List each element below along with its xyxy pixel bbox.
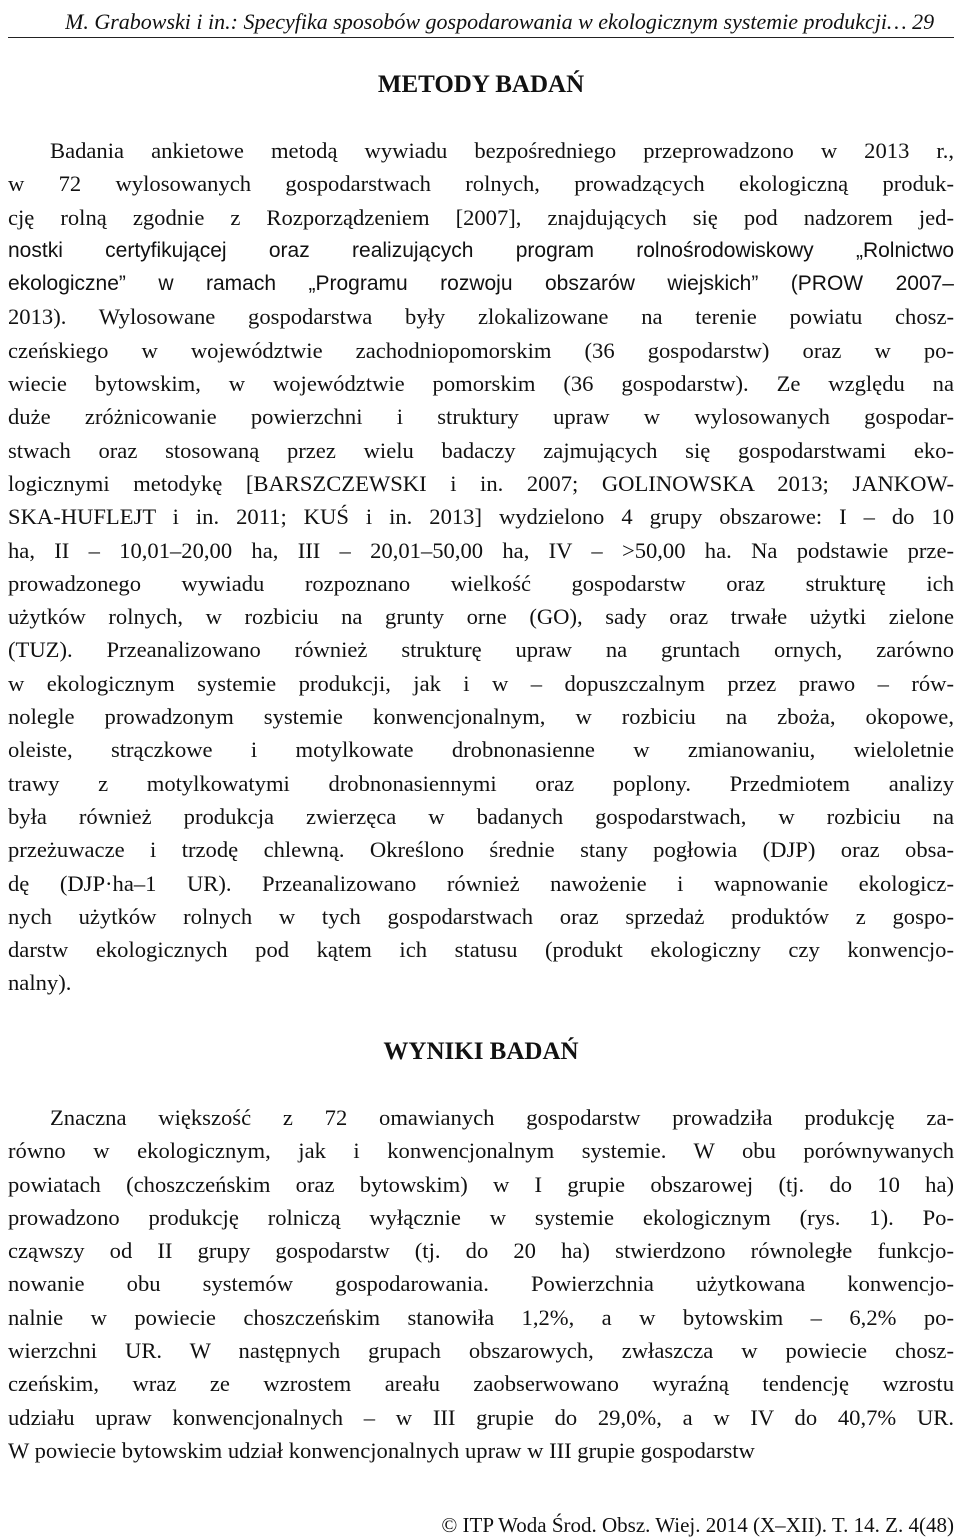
text-line: Znaczna większość z 72 omawianych gospodarstw prowadziła produkcję za- — [50, 1105, 954, 1130]
text-line: (TUZ). Przeanalizowano również strukturę upraw na gruntach ornych, zarówno — [8, 637, 954, 663]
journal-page — [8, 0, 954, 1539]
text-line: była również produkcja zwierzęca w badanych gospodarstwach, w rozbiciu na — [8, 803, 954, 829]
text-line: cję rolną zgodnie z Rozporządzeniem [2007], znajdujących się pod nadzorem jed- — [8, 204, 954, 230]
text-line: W powiecie bytowskim udział konwencjonalnych upraw w III grupie gospodarstw — [8, 1437, 755, 1463]
journal-citation-footer: © ITP Woda Środ. Obsz. Wiej. 2014 (X–XII). T. 14. Z. 4(48) — [441, 1513, 954, 1537]
methods-heading: METODY BADAŃ — [377, 71, 585, 98]
text-line: SKA-HUFLEJT i in. 2011; KUŚ i in. 2013] wydzielono 4 grupy obszarowe: I – do 10 — [8, 504, 954, 530]
text-line: nalny). — [8, 970, 72, 996]
text-line: darstw ekologicznych pod kątem ich statusu (produkt ekologiczny czy konwencjo- — [8, 937, 954, 963]
text-line: udziału upraw konwencjonalnych – w III grupie do 29,0%, a w IV do 40,7% UR. — [8, 1404, 954, 1430]
text-line: logicznymi metodykę [BARSZCZEWSKI i in. 2007; GOLINOWSKA 2013; JANKOW- — [8, 470, 954, 496]
results-heading: WYNIKI BADAŃ — [383, 1038, 579, 1065]
text-line: stwach oraz stosowaną przez wielu badaczy zajmujących się gospodarstwami eko- — [8, 437, 954, 463]
text-line: nalnie w powiecie choszczeńskim stanowiła 1,2%, a w bytowskim – 6,2% po- — [8, 1304, 954, 1330]
text-line: użytków rolnych, w rozbiciu na grunty orne (GO), sady oraz trwałe użytki zielone — [8, 604, 954, 630]
text-line: ekologiczne” w ramach „Programu rozwoju obszarów wiejskich” (PROW 2007– — [8, 272, 954, 296]
text-line: trawy z motylkowatymi drobnonasiennymi oraz poplony. Przedmiotem analizy — [8, 770, 954, 796]
text-line: w ekologicznym systemie produkcji, jak i w – dopuszczalnym przez prawo – rów- — [8, 670, 954, 696]
text-line: nych użytków rolnych w tych gospodarstwach oraz sprzedaż produktów z gospo- — [8, 903, 954, 929]
methods-paragraph — [8, 134, 954, 1000]
header-rule — [8, 37, 954, 38]
running-header: M. Grabowski i in.: Specyfika sposobów gospodarowania w ekologicznym systemie produkcji… 29 — [65, 9, 935, 34]
text-line: oleiste, strączkowe i motylkowate drobnonasienne w zmianowaniu, wieloletnie — [8, 737, 954, 763]
text-line: wierzchni UR. W następnych grupach obszarowych, zwłaszcza w powiecie chosz- — [8, 1338, 954, 1364]
text-line: dę (DJP·ha–1 UR). Przeanalizowano również nawożenie i wapnowanie ekologicz- — [8, 870, 954, 896]
text-line: czeńskim, wraz ze wzrostem areału zaobserwowano wyraźną tendencję wzrostu — [8, 1371, 954, 1397]
text-line: duże zróżnicowanie powierzchni i struktury upraw w wylosowanych gospodar- — [8, 404, 954, 430]
text-line: cząwszy od II grupy gospodarstw (tj. do 20 ha) stwierdzono równoległe funkcjo- — [8, 1238, 954, 1264]
text-line: przeżuwacze i trzodę chlewną. Określono średnie stany pogłowia (DJP) oraz obsa- — [8, 837, 954, 863]
text-line: nostki certyfikującej oraz realizujących program rolnośrodowiskowy „Rolnictwo — [8, 238, 954, 262]
text-line: wiecie bytowskim, w województwie pomorskim (36 gospodarstw). Ze względu na — [8, 371, 954, 397]
text-line: nolegle prowadzonym systemie konwencjonalnym, w rozbiciu na zboża, okopowe, — [8, 704, 954, 730]
text-line: Badania ankietowe metodą wywiadu bezpośredniego przeprowadzono w 2013 r., — [50, 138, 954, 163]
results-paragraph — [8, 1101, 954, 1467]
text-line: w 72 wylosowanych gospodarstwach rolnych, prowadzących ekologiczną produk- — [8, 171, 954, 197]
text-line: czeńskiego w województwie zachodniopomorskim (36 gospodarstw) oraz w po- — [8, 337, 954, 363]
text-line: nowanie obu systemów gospodarowania. Powierzchnia użytkowana konwencjo- — [8, 1271, 954, 1297]
text-line: prowadzonego wywiadu rozpoznano wielkość gospodarstw oraz strukturę ich — [8, 570, 954, 596]
text-line: powiatach (choszczeńskim oraz bytowskim) w I grupie obszarowej (tj. do 10 ha) — [8, 1171, 954, 1197]
text-line: równo w ekologicznym, jak i konwencjonalnym systemie. W obu porównywanych — [8, 1138, 954, 1164]
text-line: 2013). Wylosowane gospodarstwa były zlokalizowane na terenie powiatu chosz- — [8, 304, 954, 330]
text-line: prowadzono produkcję rolniczą wyłącznie w systemie ekologicznym (rys. 1). Po- — [8, 1204, 954, 1230]
text-line: ha, II – 10,01–20,00 ha, III – 20,01–50,00 ha, IV – >50,00 ha. Na podstawie prze- — [8, 537, 954, 563]
